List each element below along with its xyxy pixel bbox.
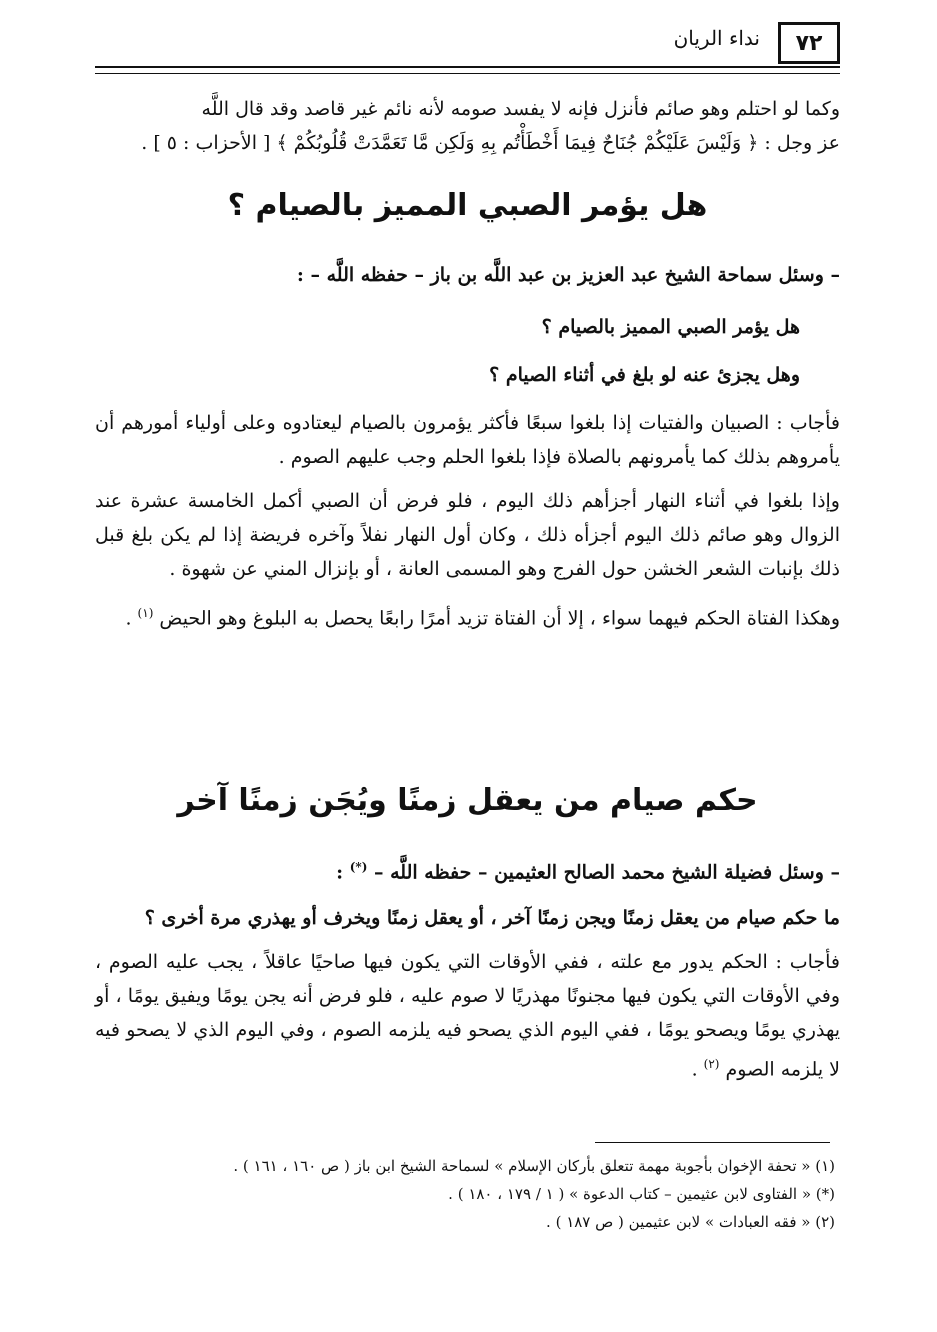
footnote-1: (١) « تحفة الإخوان بأجوبة مهمة تتعلق بأركان الإسلام » لسماحة الشيخ ابن باز ( ص ١٦٠ ، ١٦١ ) .: [233, 1157, 835, 1175]
question-3: ما حكم صيام من يعقل زمنًا ويجن زمنًا آخر ، أو يعقل زمنًا ويخرف أو يهذري مرة أخرى ؟: [144, 907, 840, 930]
page-header: [95, 22, 840, 70]
section-1-body: [95, 258, 840, 635]
footnote-rule: [595, 1142, 830, 1143]
footnote-2: (٢) « فقه العبادات » لابن عثيمين ( ص ١٨٧ ) .: [546, 1213, 835, 1231]
intro-paragraph: [95, 92, 840, 160]
question-2: وهل يجزئ عنه لو بلغ في أثناء الصيام ؟: [489, 364, 800, 386]
page-number: ٧٢: [778, 22, 840, 64]
running-title: نداء الريان: [673, 26, 760, 50]
footnote-star: (*) « الفتاوى لابن عثيمين – كتاب الدعوة » ( ١ / ١٧٩ ، ١٨٠ ) .: [448, 1185, 835, 1203]
answer-paragraph-2: وإذا بلغوا في أثناء النهار أجزأهم ذلك اليوم ، فلو فرض أن الصبي أكمل الخامسة عشرة عند الزوال وهو صائم ذلك اليوم أجزأه ذلك ، وكان أول النهار نفلاً وآخره فريضة إذا لم يكن بلغ قبل ذلك بإنبات الشعر الخشن حول الفرج وهو المسمى العانة ، أو بإنزال المني عن شهوة .: [95, 490, 840, 580]
answer-paragraph-4: [95, 945, 840, 1086]
asker-line: – وسئل سماحة الشيخ عبد العزيز بن عبد اللَّه بن باز – حفظه اللَّه – :: [296, 264, 840, 286]
answer-3-end: .: [125, 607, 138, 630]
answer-4-end: .: [691, 1058, 704, 1081]
intro-line-2: عز وجل : ﴿ وَلَيْسَ عَلَيْكُمْ جُنَاحٌ فِيمَا أَخْطَأْتُم بِهِ وَلَكِن مَّا تَعَمَّدَتْ قُلُوبُكُمْ ﴾ [ الأحزاب : ٥ ] .: [141, 132, 840, 154]
footnotes: [95, 1152, 835, 1236]
intro-line-1: وكما لو احتلم وهو صائم فأنزل فإنه لا يفسد صومه لأنه نائم غير قاصد وقد قال اللَّه: [201, 98, 840, 120]
section-heading-2: حكم صيام من يعقل زمنًا ويُجَن زمنًا آخر: [177, 783, 758, 818]
header-rule: [95, 66, 840, 74]
section-heading-1: هل يؤمر الصبي المميز بالصيام ؟: [227, 188, 708, 223]
asker-line-2: [95, 850, 840, 889]
question-1: هل يؤمر الصبي المميز بالصيام ؟: [541, 316, 800, 338]
answer-paragraph-3: [95, 596, 840, 635]
footnote-ref-2: (٢): [703, 1057, 720, 1072]
section-2-body: [95, 850, 840, 1087]
answer-3-text: وهكذا الفتاة الحكم فيهما سواء ، إلا أن الفتاة تزيد أمرًا رابعًا يحصل به البلوغ وهو الحيض: [159, 607, 840, 630]
footnote-ref-star: (*): [349, 860, 368, 874]
answer-paragraph-1: فأجاب : الصبيان والفتيات إذا بلغوا سبعًا فأكثر يؤمرون بالصيام ليعتادوه وعلى أولياء أمورهم أن يأمروهم بذلك كما يأمرونهم بالصلاة فإذا بلغوا الحلم وجب عليهم الصوم .: [95, 412, 840, 468]
footnote-ref-1: (١): [137, 606, 154, 620]
asker-2-end: :: [336, 861, 350, 884]
asker-2-text: – وسئل فضيلة الشيخ محمد الصالح العثيمين – حفظه اللَّه –: [374, 861, 840, 884]
answer-4-text: فأجاب : الحكم يدور مع علته ، ففي الأوقات التي يكون فيها صاحيًا عاقلاً ، يجب عليه الصوم ، وفي الأوقات التي يكون فيها مجنونًا مهذريًا لا صوم عليه ، فلو فرض أنه يجن يومًا ويفيق يومًا ، أو يهذري يومًا ويصحو يومًا ، ففي اليوم الذي يصحو فيه يلزمه الصوم ، وفي اليوم الذي لا يصحو فيه لا يلزمه الصوم: [95, 951, 840, 1081]
